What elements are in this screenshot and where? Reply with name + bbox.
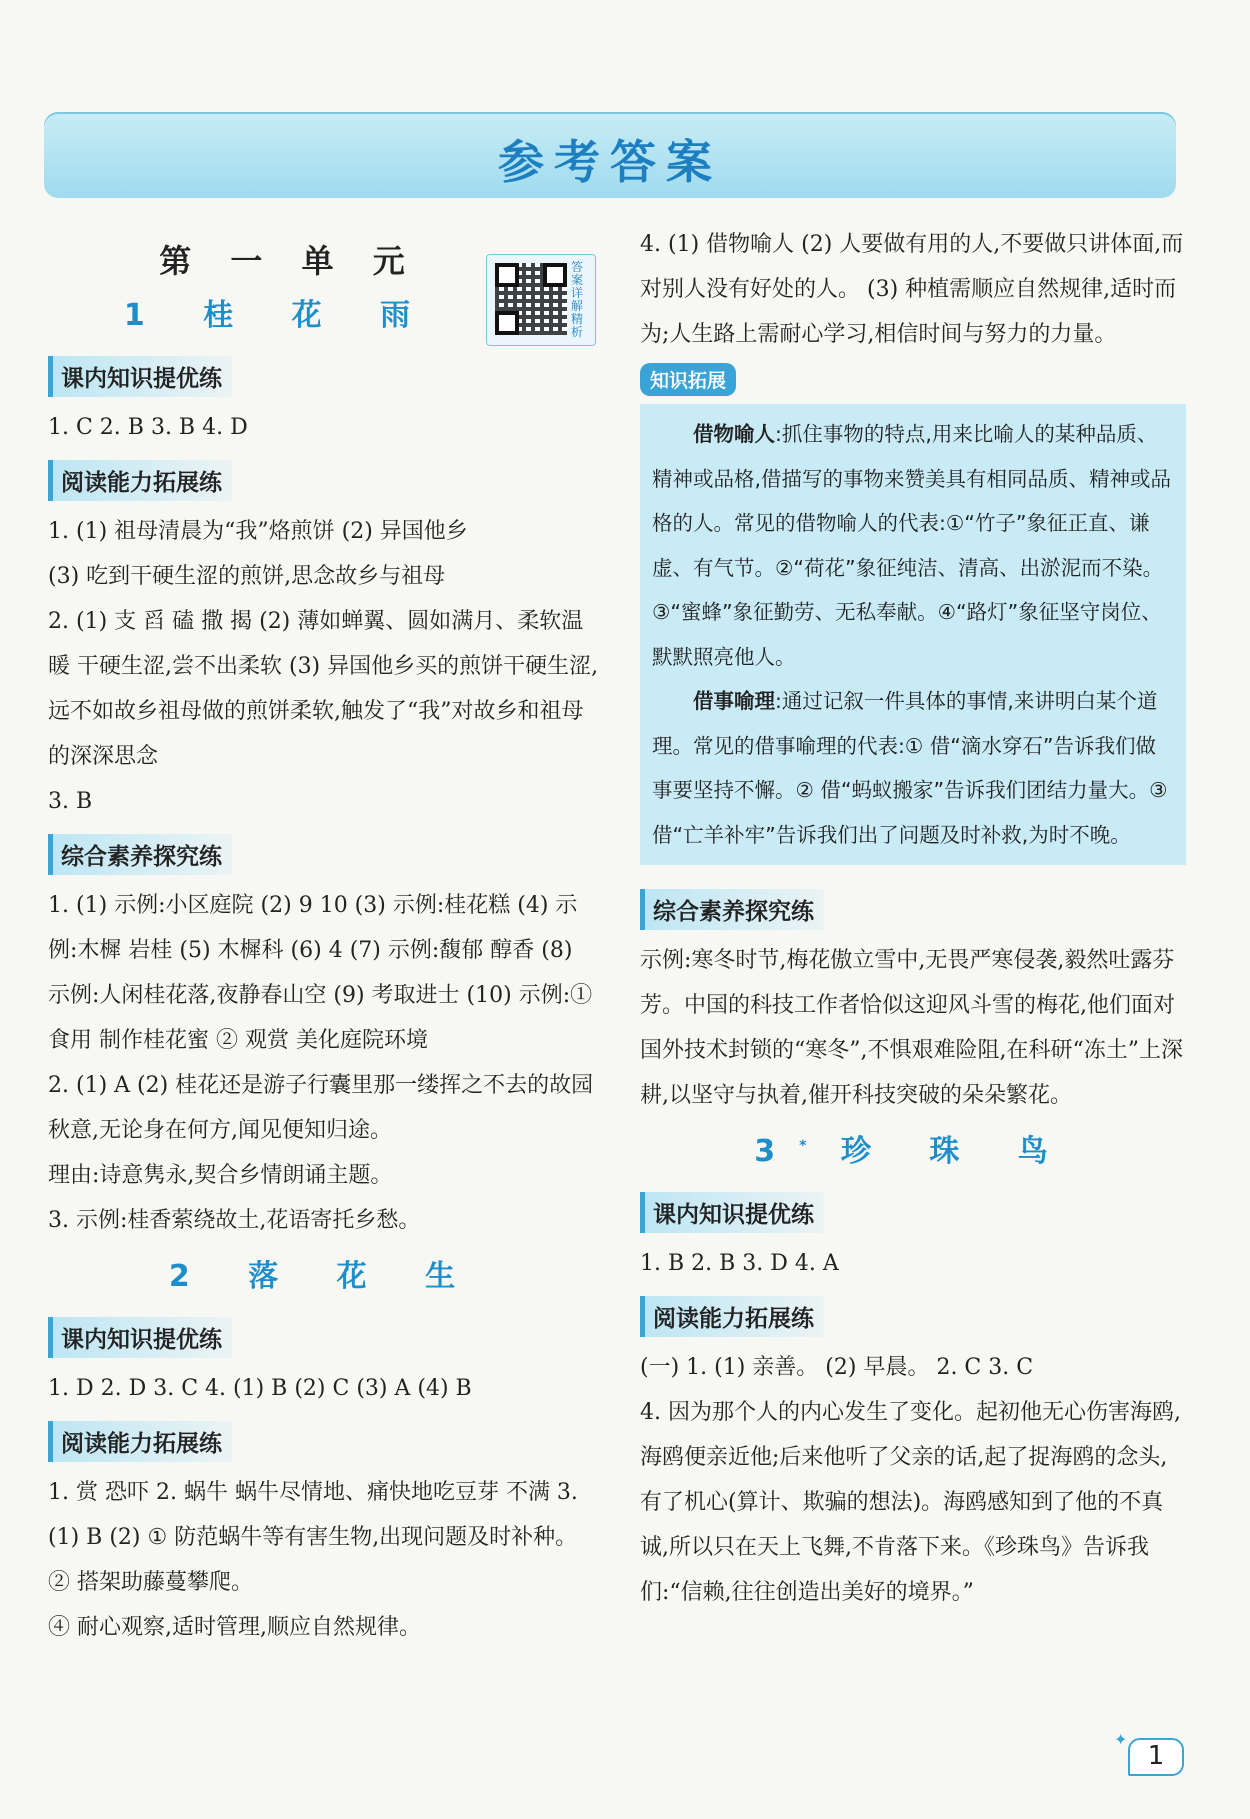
answer-text: 1. (1) 祖母清晨为“我”烙煎饼 (2) 异国他乡 xyxy=(48,519,468,544)
answer-text: 理由:诗意隽永,契合乡情朗诵主题。 xyxy=(48,1163,393,1188)
title-banner xyxy=(44,112,1176,198)
answer-text: 4. (1) 借物喻人 (2) 人要做有用的人,不要做只讲体面,而对别人没有好处的人。 (3) 种植需顺应自然规律,适时而为;人生路上需耐心学习,相信时间与努力的力量。 xyxy=(640,232,1184,347)
extension-paragraph xyxy=(652,412,1174,679)
answer-text: 2. (1) 支 舀 磕 撒 揭 (2) 薄如蝉翼、圆如满月、柔软温暖 干硬生涩,尝不出柔软 (3) 异国他乡买的煎饼干硬生涩,远不如故乡祖母做的煎饼柔软,触发了“我”对故乡和祖母的深深思念 xyxy=(48,609,599,769)
answer-text: 4. 因为那个人的内心发生了变化。起初他无心伤害海鸥,海鸥便亲近他;后来他听了父亲的话,起了捉海鸥的念头,有了机心(算计、欺骗的想法)。海鸥感知到了他的不真诚,所以只在天上飞舞,不肯落下来。《珍珠鸟》告诉我们:“信赖,往往创造出美好的境界。” xyxy=(640,1400,1181,1605)
answer-text: 示例:寒冬时节,梅花傲立雪中,无畏严寒侵袭,毅然吐露芬芳。中国的科技工作者恰似这迎风斗雪的梅花,他们面对国外技术封锁的“寒冬”,不惧艰难险阻,在科研“冻土”上深耕,以坚守与执着,催开科技突破的朵朵繁花。 xyxy=(640,948,1183,1108)
page-number: 1 xyxy=(1128,1738,1184,1776)
lesson-name: 珍 珠 鸟 xyxy=(840,1134,1072,1169)
answer-text: 2. (1) A (2) 桂花还是游子行囊里那一缕挥之不去的故园秋意,无论身在何方,闻见便知归途。 xyxy=(48,1073,594,1143)
qr-code-box[interactable] xyxy=(486,254,596,346)
knowledge-extension-box xyxy=(640,404,1186,865)
extension-term: 借物喻人 xyxy=(693,422,775,446)
unit-title: 第 一 单 元 xyxy=(159,242,419,280)
answer-text: 1. (1) 示例:小区庭院 (2) 9 10 (3) 示例:桂花糕 (4) 示例:木樨 岩桂 (5) 木樨科 (6) 4 (7) 示例:馥郁 醇香 (8) 示例:人闲桂花落,夜静春山空 (9) 考取进士 (10) 示例:① 食用 制作桂花蜜 ② 观赏 美化庭院环境 xyxy=(48,893,593,1053)
answer-text: 1. B 2. B 3. D 4. A xyxy=(640,1251,839,1276)
section-heading: 阅读能力拓展练 xyxy=(48,1421,232,1462)
answer-text: ④ 耐心观察,适时管理,顺应自然规律。 xyxy=(48,1615,421,1640)
section-heading: 阅读能力拓展练 xyxy=(48,460,232,501)
lesson-title xyxy=(640,1126,1186,1170)
section-heading: 阅读能力拓展练 xyxy=(640,1296,824,1337)
sparkle-icon: ✦ xyxy=(1114,1730,1128,1749)
extension-body: :抓住事物的特点,用来比喻人的某种品质、精神或品格,借描写的事物来赞美具有相同品质、精神或品格的人。常见的借物喻人的代表:①“竹子”象征正直、谦虚、有气节。②“荷花”象征纯洁、清高、出淤泥而不染。③“蜜蜂”象征勤劳、无私奉献。④“路灯”象征坚守岗位、默默照亮他人。 xyxy=(652,422,1172,669)
answer-text: 3. 示例:桂香萦绕故土,花语寄托乡愁。 xyxy=(48,1208,421,1233)
section-heading: 课内知识提优练 xyxy=(48,1317,232,1358)
answer-text: 3. B xyxy=(48,789,93,814)
extension-paragraph xyxy=(652,679,1174,857)
section-heading: 综合素养探究练 xyxy=(640,889,824,930)
section-heading: 课内知识提优练 xyxy=(48,356,232,397)
section-heading: 课内知识提优练 xyxy=(640,1192,824,1233)
qr-label: 答案详解精析 xyxy=(571,260,584,339)
answer-text: (一) 1. (1) 亲善。 (2) 早晨。 2. C 3. C xyxy=(640,1355,1034,1380)
extension-term: 借事喻理 xyxy=(693,689,775,713)
lesson-title: 2 落 花 生 xyxy=(168,1259,480,1294)
section-heading: 综合素养探究练 xyxy=(48,834,232,875)
answer-text: 1. C 2. B 3. B 4. D xyxy=(48,415,248,440)
answer-text: 1. 赏 恐吓 2. 蜗牛 蜗牛尽情地、痛快地吃豆芽 不满 3. (1) B (2) ① 防范蜗牛等有害生物,出现问题及时补种。 ② 搭架助藤蔓攀爬。 xyxy=(48,1480,578,1595)
lesson-number: 3 xyxy=(754,1134,800,1169)
page-title: 参考答案 xyxy=(498,135,722,189)
optional-mark: * xyxy=(799,1138,807,1154)
answer-text: (3) 吃到干硬生涩的煎饼,思念故乡与祖母 xyxy=(48,564,446,589)
extension-body: :通过记叙一件具体的事情,来讲明白某个道理。常见的借事喻理的代表:① 借“滴水穿石”告诉我们做事要坚持不懈。② 借“蚂蚁搬家”告诉我们团结力量大。③ 借“亡羊补牢”告诉我们出了问题及时补救,为时不晚。 xyxy=(652,689,1168,847)
qr-corner-icon xyxy=(495,263,519,287)
knowledge-extension-tag: 知识拓展 xyxy=(640,363,736,396)
qr-corner-icon xyxy=(495,311,519,335)
right-column xyxy=(640,222,1186,1615)
lesson-title: 1 桂 花 雨 xyxy=(123,298,435,333)
answer-text: 1. D 2. D 3. C 4. (1) B (2) C (3) A (4) B xyxy=(48,1376,472,1401)
qr-corner-icon xyxy=(543,263,567,287)
left-column xyxy=(48,222,600,1650)
